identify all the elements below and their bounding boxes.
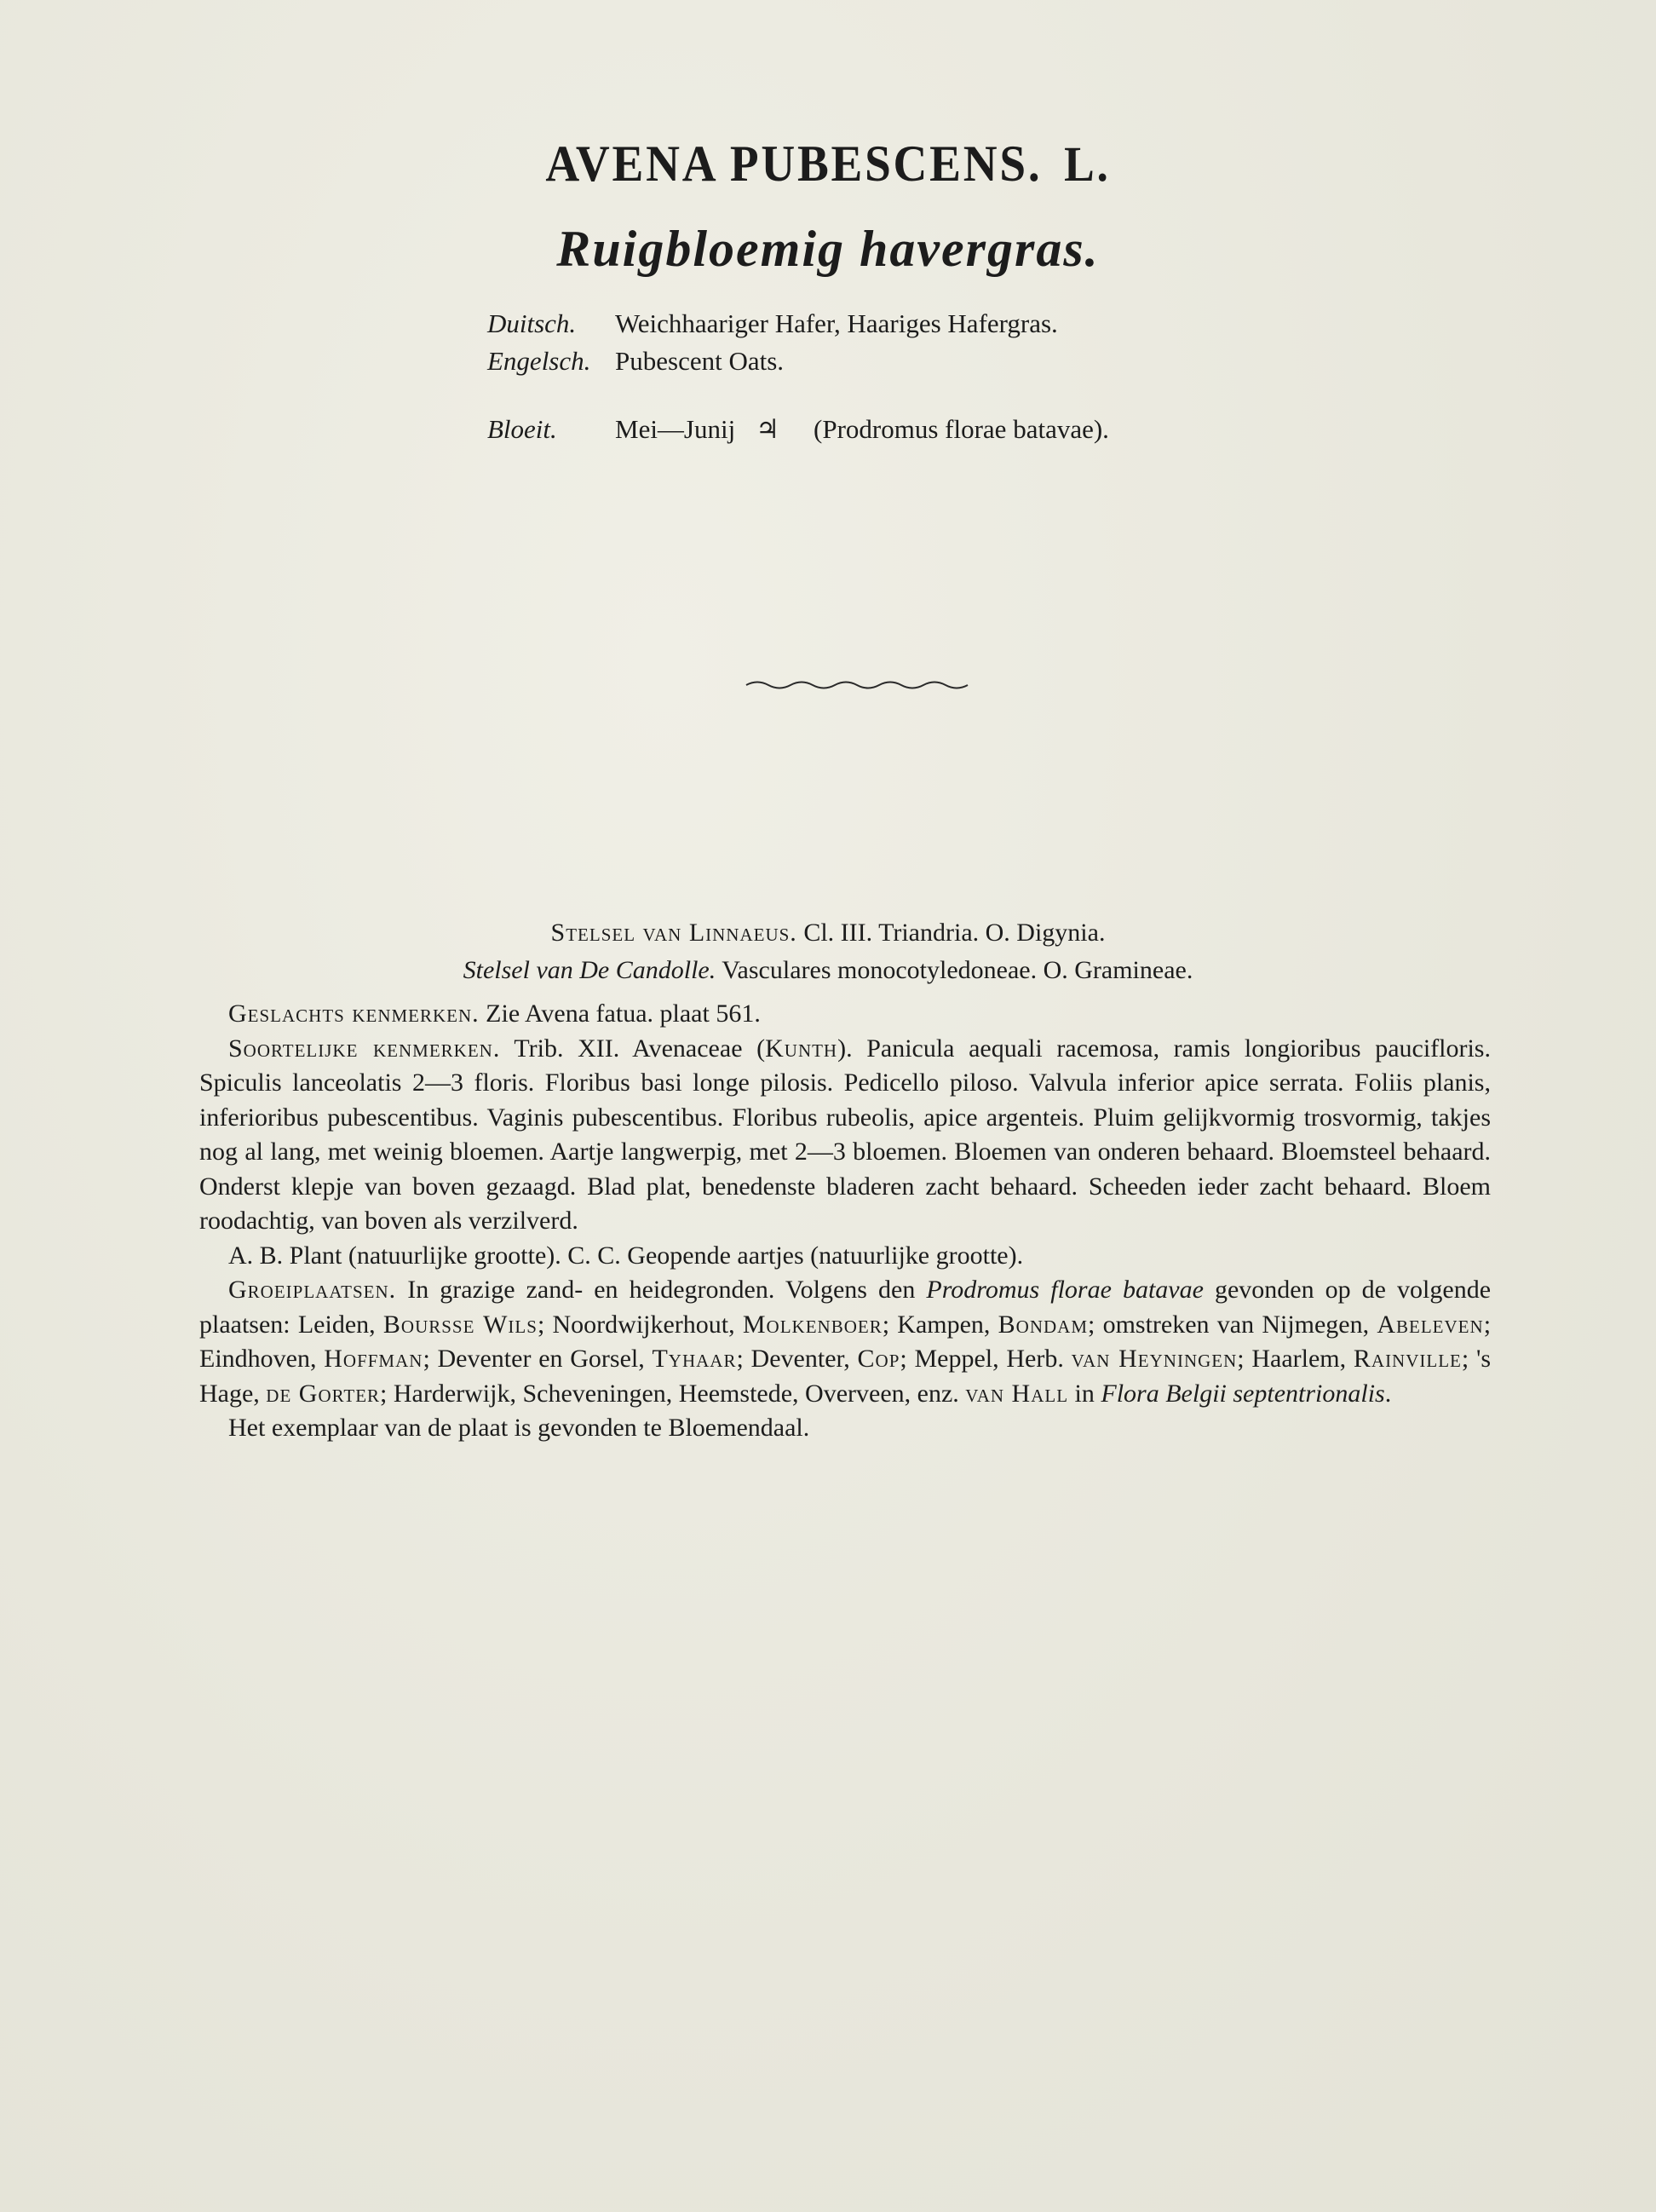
collector-name: Molkenboer: [742, 1310, 883, 1339]
kunth-name: Kunth: [765, 1034, 838, 1063]
collector-name: Bondam: [998, 1310, 1089, 1339]
dutch-name: Ruigbloemig havergras.: [556, 221, 1100, 277]
groei-text: ; Noordwijkerhout,: [537, 1310, 735, 1339]
geslachts-label: Geslachts kenmerken.: [228, 999, 480, 1028]
collector-name: van Heyningen: [1071, 1345, 1238, 1373]
soortelijke-text-a: Trib. XII. Avenaceae (: [514, 1034, 766, 1063]
groei-text: .: [1384, 1379, 1392, 1408]
groeiplaatsen-label: Groeiplaatsen.: [228, 1276, 397, 1304]
decorative-divider: [745, 678, 971, 692]
collector-name: van Hall: [965, 1379, 1069, 1408]
candolle-text: Vasculares monocotyledoneae. O. Gramineae.: [722, 956, 1193, 984]
groei-text: gevonden op de volgende plaatsen: Leiden,: [199, 1276, 1492, 1339]
prodromus-title: Prodromus florae batavae: [926, 1276, 1204, 1304]
common-names-block: [487, 305, 1109, 448]
collector-name: Rainville: [1353, 1345, 1462, 1373]
common-name-german: [487, 305, 1109, 343]
flora-title: Flora Belgii septentrionalis: [1101, 1379, 1385, 1408]
groeiplaatsen-paragraph: [199, 1273, 1491, 1411]
groei-text: ; Kampen,: [882, 1310, 991, 1339]
collector-name: Boursse Wils: [382, 1310, 538, 1339]
groei-text: ; Deventer,: [736, 1345, 850, 1373]
linnaeus-system: [0, 919, 1656, 948]
candolle-label: Stelsel van De Candolle.: [463, 956, 716, 984]
geslachts-text: Zie Avena fatua. plaat 561.: [486, 999, 761, 1028]
species-author: L.: [1064, 136, 1111, 192]
groei-text: ; Deventer en Gorsel,: [423, 1345, 645, 1373]
groei-text: in: [1074, 1379, 1095, 1408]
groei-text: ; Harderwijk, Scheveningen, Heemstede, Overveen, enz.: [380, 1379, 959, 1408]
collector-name: Tyhaar: [652, 1345, 737, 1373]
groei-text: ; Haarlem,: [1237, 1345, 1347, 1373]
exemplaar-paragraph: Het exemplaar van de plaat is gevonden te Bloemendaal.: [228, 1414, 810, 1442]
bloei-label: Bloeit.: [487, 414, 557, 444]
linnaeus-text: Cl. III. Triandria. O. Digynia.: [803, 919, 1106, 947]
collector-name: Abeleven: [1377, 1310, 1484, 1339]
species-name: AVENA PUBESCENS.: [545, 135, 1043, 192]
collector-name: de Gorter: [266, 1379, 381, 1408]
description-body: [199, 997, 1491, 1446]
german-value: Weichhaariger Hafer, Haariges Hafergras.: [615, 308, 1058, 338]
bloei-value: Mei—Junij: [615, 414, 736, 444]
soortelijke-text-b: ). Panicula aequali racemosa, ramis longioribus paucifloris. Spiculis lanceolatis 2—3 floris. Floribus basi longe pilosis. Pedicello piloso. Valvula inferior apice serrata. Foliis planis, inferioribus pubescentibus. Vaginis pubescentibus. Floribus rubeolis, apice argenteis. Pluim gelijkvormig trosvormig, takjes nog al lang, met weinig bloemen. Aartje langwerpig, met 2—3 bloemen. Bloemen van onderen behaard. Bloemsteel behaard. Onderst klepje van boven gezaagd. Blad plat, benedenste bladeren zacht behaard. Scheeden ieder zacht behaard. Bloem roodachtig, van boven als verzilverd.: [199, 1034, 1491, 1235]
english-label: Engelsch.: [487, 346, 591, 376]
groei-text: ; 's Hage,: [199, 1345, 1492, 1408]
common-name-english: [487, 343, 1109, 380]
flowering-period: [487, 411, 1109, 448]
soortelijke-paragraph: [199, 1032, 1491, 1239]
bloei-source: (Prodromus florae batavae).: [814, 414, 1109, 444]
groei-text: ; Meppel, Herb.: [900, 1345, 1064, 1373]
collector-name: Cop: [857, 1345, 900, 1373]
groei-text: ; omstreken van Nijmegen,: [1088, 1310, 1370, 1339]
page-title: [66, 135, 1590, 193]
groei-text: ; Eindhoven,: [199, 1310, 1492, 1373]
linnaeus-label: Stelsel van Linnaeus.: [550, 919, 797, 947]
perennial-symbol-icon: ♃: [756, 414, 780, 444]
collector-name: Hoffman: [324, 1345, 423, 1373]
soortelijke-label: Soortelijke kenmerken.: [228, 1034, 501, 1063]
english-value: Pubescent Oats.: [615, 346, 785, 376]
groei-text: In grazige zand- en heidegronden. Volgens den: [407, 1276, 916, 1304]
candolle-system: [0, 956, 1656, 985]
german-label: Duitsch.: [487, 308, 577, 338]
plant-paragraph: A. B. Plant (natuurlijke grootte). C. C. Geopende aartjes (natuurlijke grootte).: [228, 1241, 1024, 1270]
geslachts-paragraph: [199, 997, 1491, 1032]
